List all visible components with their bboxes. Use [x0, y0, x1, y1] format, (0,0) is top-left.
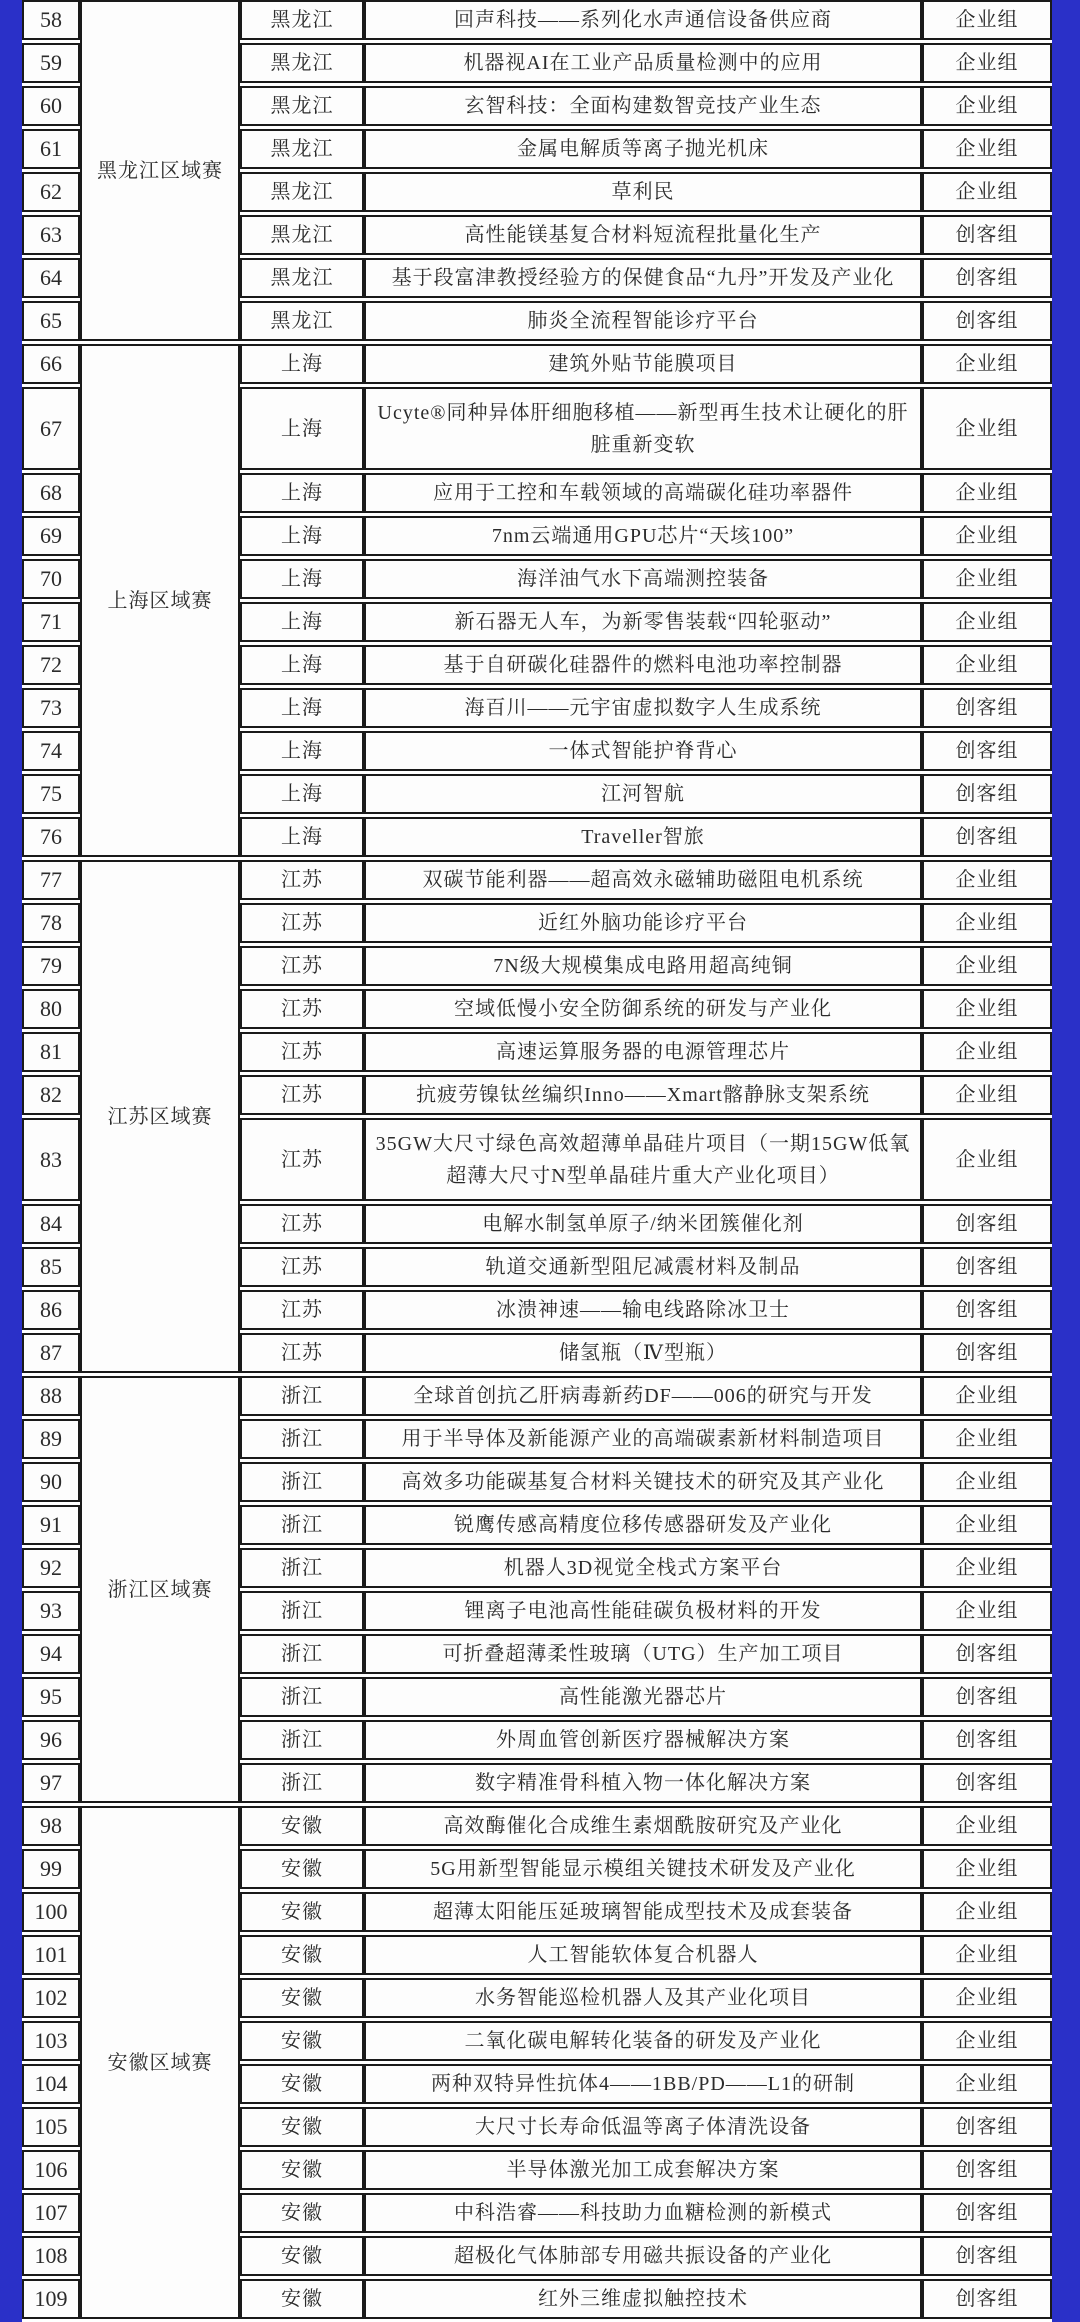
province-cell: 浙江: [240, 1548, 364, 1588]
province-cell: 浙江: [240, 1763, 364, 1803]
group-cell: 企业组: [922, 2021, 1052, 2061]
project-name-cell: 基于自研碳化硅器件的燃料电池功率控制器: [364, 645, 922, 685]
project-name-cell: 建筑外贴节能膜项目: [364, 344, 922, 384]
group-cell: 企业组: [922, 172, 1052, 212]
row-number-cell: 92: [22, 1548, 80, 1588]
province-cell: 安徽: [240, 1978, 364, 2018]
project-name-cell: 外周血管创新医疗器械解决方案: [364, 1720, 922, 1760]
row-number-cell: 66: [22, 344, 80, 384]
group-cell: 创客组: [922, 1763, 1052, 1803]
group-cell: 企业组: [922, 516, 1052, 556]
group-cell: 企业组: [922, 989, 1052, 1029]
group-cell: 创客组: [922, 301, 1052, 341]
row-number-cell: 69: [22, 516, 80, 556]
group-cell: 企业组: [922, 1548, 1052, 1588]
row-number-cell: 100: [22, 1892, 80, 1932]
row-number-cell: 87: [22, 1333, 80, 1373]
province-cell: 江苏: [240, 989, 364, 1029]
row-number-cell: 90: [22, 1462, 80, 1502]
row-number-cell: 60: [22, 86, 80, 126]
row-number-cell: 105: [22, 2107, 80, 2147]
group-cell: 创客组: [922, 1677, 1052, 1717]
row-number-cell: 70: [22, 559, 80, 599]
project-name-cell: Traveller智旅: [364, 817, 922, 857]
row-number-cell: 104: [22, 2064, 80, 2104]
project-name-cell: 水务智能巡检机器人及其产业化项目: [364, 1978, 922, 2018]
row-number-cell: 67: [22, 387, 80, 470]
project-name-cell: 高效酶催化合成维生素烟酰胺研究及产业化: [364, 1806, 922, 1846]
row-number-cell: 77: [22, 860, 80, 900]
project-name-cell: 储氢瓶（Ⅳ型瓶）: [364, 1333, 922, 1373]
row-number-cell: 101: [22, 1935, 80, 1975]
group-cell: 企业组: [922, 559, 1052, 599]
competition-list-page: [22, 0, 1052, 2322]
province-cell: 浙江: [240, 1720, 364, 1760]
table-body: [22, 0, 1052, 2319]
group-cell: 创客组: [922, 2236, 1052, 2276]
province-cell: 江苏: [240, 1204, 364, 1244]
row-number-cell: 80: [22, 989, 80, 1029]
project-name-cell: 新石器无人车，为新零售装载“四轮驱动”: [364, 602, 922, 642]
project-name-cell: Ucyte®同种异体肝细胞移植——新型再生技术让硬化的肝脏重新变软: [364, 387, 922, 470]
row-number-cell: 99: [22, 1849, 80, 1889]
group-cell: 企业组: [922, 1935, 1052, 1975]
project-name-cell: 海洋油气水下高端测控装备: [364, 559, 922, 599]
province-cell: 上海: [240, 731, 364, 771]
group-cell: 企业组: [922, 645, 1052, 685]
group-cell: 创客组: [922, 1634, 1052, 1674]
group-cell: 企业组: [922, 1806, 1052, 1846]
province-cell: 安徽: [240, 2107, 364, 2147]
province-cell: 安徽: [240, 1935, 364, 1975]
project-name-cell: 两种双特异性抗体4——1BB/PD——L1的研制: [364, 2064, 922, 2104]
province-cell: 安徽: [240, 1849, 364, 1889]
group-cell: 创客组: [922, 1333, 1052, 1373]
province-cell: 上海: [240, 559, 364, 599]
province-cell: 浙江: [240, 1376, 364, 1416]
project-name-cell: 肺炎全流程智能诊疗平台: [364, 301, 922, 341]
row-number-cell: 106: [22, 2150, 80, 2190]
project-name-cell: 高性能镁基复合材料短流程批量化生产: [364, 215, 922, 255]
row-number-cell: 58: [22, 0, 80, 40]
group-cell: 企业组: [922, 86, 1052, 126]
province-cell: 黑龙江: [240, 43, 364, 83]
project-name-cell: 海百川——元宇宙虚拟数字人生成系统: [364, 688, 922, 728]
province-cell: 江苏: [240, 1290, 364, 1330]
project-name-cell: 锂离子电池高性能硅碳负极材料的开发: [364, 1591, 922, 1631]
project-name-cell: 红外三维虚拟触控技术: [364, 2279, 922, 2319]
row-number-cell: 85: [22, 1247, 80, 1287]
row-number-cell: 82: [22, 1075, 80, 1115]
province-cell: 江苏: [240, 1118, 364, 1201]
project-name-cell: 金属电解质等离子抛光机床: [364, 129, 922, 169]
group-cell: 企业组: [922, 1591, 1052, 1631]
group-cell: 企业组: [922, 1505, 1052, 1545]
row-number-cell: 84: [22, 1204, 80, 1244]
group-cell: 创客组: [922, 258, 1052, 298]
row-number-cell: 97: [22, 1763, 80, 1803]
group-cell: 创客组: [922, 1247, 1052, 1287]
row-number-cell: 93: [22, 1591, 80, 1631]
project-name-cell: 超薄太阳能压延玻璃智能成型技术及成套装备: [364, 1892, 922, 1932]
province-cell: 安徽: [240, 2193, 364, 2233]
province-cell: 浙江: [240, 1591, 364, 1631]
region-cell: 安徽区域赛: [80, 1806, 240, 2319]
project-name-cell: 冰溃神速——输电线路除冰卫士: [364, 1290, 922, 1330]
province-cell: 黑龙江: [240, 301, 364, 341]
province-cell: 上海: [240, 688, 364, 728]
row-number-cell: 102: [22, 1978, 80, 2018]
region-cell: 上海区域赛: [80, 344, 240, 857]
group-cell: 企业组: [922, 129, 1052, 169]
group-cell: 创客组: [922, 2150, 1052, 2190]
group-cell: 企业组: [922, 473, 1052, 513]
project-name-cell: 用于半导体及新能源产业的高端碳素新材料制造项目: [364, 1419, 922, 1459]
row-number-cell: 62: [22, 172, 80, 212]
row-number-cell: 75: [22, 774, 80, 814]
project-name-cell: 中科浩睿——科技助力血糖检测的新模式: [364, 2193, 922, 2233]
row-number-cell: 88: [22, 1376, 80, 1416]
province-cell: 安徽: [240, 2279, 364, 2319]
row-number-cell: 98: [22, 1806, 80, 1846]
project-name-cell: 数字精准骨科植入物一体化解决方案: [364, 1763, 922, 1803]
row-number-cell: 76: [22, 817, 80, 857]
province-cell: 江苏: [240, 946, 364, 986]
group-cell: 企业组: [922, 1118, 1052, 1201]
row-number-cell: 91: [22, 1505, 80, 1545]
province-cell: 江苏: [240, 860, 364, 900]
table-row: [22, 1806, 1052, 1846]
project-name-cell: 高速运算服务器的电源管理芯片: [364, 1032, 922, 1072]
region-cell: 黑龙江区域赛: [80, 0, 240, 341]
row-number-cell: 65: [22, 301, 80, 341]
province-cell: 黑龙江: [240, 258, 364, 298]
project-name-cell: 应用于工控和车载领域的高端碳化硅功率器件: [364, 473, 922, 513]
project-name-cell: 全球首创抗乙肝病毒新药DF——006的研究与开发: [364, 1376, 922, 1416]
group-cell: 企业组: [922, 1419, 1052, 1459]
row-number-cell: 74: [22, 731, 80, 771]
table-row: [22, 860, 1052, 900]
project-name-cell: 大尺寸长寿命低温等离子体清洗设备: [364, 2107, 922, 2147]
project-name-cell: 回声科技——系列化水声通信设备供应商: [364, 0, 922, 40]
project-name-cell: 基于段富津教授经验方的保健食品“九丹”开发及产业化: [364, 258, 922, 298]
province-cell: 上海: [240, 602, 364, 642]
province-cell: 安徽: [240, 1892, 364, 1932]
group-cell: 创客组: [922, 215, 1052, 255]
row-number-cell: 71: [22, 602, 80, 642]
project-name-cell: 可折叠超薄柔性玻璃（UTG）生产加工项目: [364, 1634, 922, 1674]
project-name-cell: 5G用新型智能显示模组关键技术研发及产业化: [364, 1849, 922, 1889]
group-cell: 企业组: [922, 1032, 1052, 1072]
province-cell: 上海: [240, 645, 364, 685]
group-cell: 企业组: [922, 903, 1052, 943]
group-cell: 创客组: [922, 2107, 1052, 2147]
group-cell: 企业组: [922, 946, 1052, 986]
project-name-cell: 江河智航: [364, 774, 922, 814]
province-cell: 江苏: [240, 1333, 364, 1373]
project-name-cell: 7nm云端通用GPU芯片“天垓100”: [364, 516, 922, 556]
project-name-cell: 高效多功能碳基复合材料关键技术的研究及其产业化: [364, 1462, 922, 1502]
province-cell: 江苏: [240, 903, 364, 943]
group-cell: 创客组: [922, 688, 1052, 728]
project-name-cell: 锐鹰传感高精度位移传感器研发及产业化: [364, 1505, 922, 1545]
project-name-cell: 半导体激光加工成套解决方案: [364, 2150, 922, 2190]
project-name-cell: 二氧化碳电解转化装备的研发及产业化: [364, 2021, 922, 2061]
province-cell: 上海: [240, 387, 364, 470]
project-name-cell: 电解水制氢单原子/纳米团簇催化剂: [364, 1204, 922, 1244]
group-cell: 企业组: [922, 0, 1052, 40]
row-number-cell: 79: [22, 946, 80, 986]
row-number-cell: 59: [22, 43, 80, 83]
province-cell: 江苏: [240, 1247, 364, 1287]
row-number-cell: 68: [22, 473, 80, 513]
row-number-cell: 95: [22, 1677, 80, 1717]
project-name-cell: 7N级大规模集成电路用超高纯铜: [364, 946, 922, 986]
province-cell: 上海: [240, 473, 364, 513]
group-cell: 创客组: [922, 1720, 1052, 1760]
region-cell: 浙江区域赛: [80, 1376, 240, 1803]
province-cell: 上海: [240, 774, 364, 814]
row-number-cell: 108: [22, 2236, 80, 2276]
province-cell: 浙江: [240, 1462, 364, 1502]
project-name-cell: 一体式智能护脊背心: [364, 731, 922, 771]
row-number-cell: 107: [22, 2193, 80, 2233]
group-cell: 企业组: [922, 1978, 1052, 2018]
group-cell: 创客组: [922, 2279, 1052, 2319]
province-cell: 黑龙江: [240, 172, 364, 212]
province-cell: 江苏: [240, 1032, 364, 1072]
row-number-cell: 64: [22, 258, 80, 298]
project-name-cell: 35GW大尺寸绿色高效超薄单晶硅片项目（一期15GW低氧超薄大尺寸N型单晶硅片重大产业化项目）: [364, 1118, 922, 1201]
group-cell: 企业组: [922, 1376, 1052, 1416]
province-cell: 上海: [240, 344, 364, 384]
row-number-cell: 89: [22, 1419, 80, 1459]
group-cell: 创客组: [922, 774, 1052, 814]
province-cell: 黑龙江: [240, 0, 364, 40]
province-cell: 安徽: [240, 2150, 364, 2190]
row-number-cell: 96: [22, 1720, 80, 1760]
province-cell: 黑龙江: [240, 215, 364, 255]
row-number-cell: 103: [22, 2021, 80, 2061]
table-row: [22, 0, 1052, 40]
row-number-cell: 94: [22, 1634, 80, 1674]
group-cell: 企业组: [922, 1892, 1052, 1932]
project-name-cell: 近红外脑功能诊疗平台: [364, 903, 922, 943]
row-number-cell: 72: [22, 645, 80, 685]
project-name-cell: 人工智能软体复合机器人: [364, 1935, 922, 1975]
row-number-cell: 83: [22, 1118, 80, 1201]
province-cell: 上海: [240, 817, 364, 857]
table-row: [22, 1376, 1052, 1416]
row-number-cell: 78: [22, 903, 80, 943]
province-cell: 江苏: [240, 1075, 364, 1115]
group-cell: 企业组: [922, 43, 1052, 83]
project-name-cell: 轨道交通新型阻尼减震材料及制品: [364, 1247, 922, 1287]
province-cell: 浙江: [240, 1634, 364, 1674]
row-number-cell: 73: [22, 688, 80, 728]
province-cell: 浙江: [240, 1419, 364, 1459]
project-name-cell: 双碳节能利器——超高效永磁辅助磁阻电机系统: [364, 860, 922, 900]
province-cell: 黑龙江: [240, 86, 364, 126]
province-cell: 安徽: [240, 2236, 364, 2276]
group-cell: 创客组: [922, 1290, 1052, 1330]
province-cell: 上海: [240, 516, 364, 556]
project-name-cell: 抗疲劳镍钛丝编织Inno——Xmart髂静脉支架系统: [364, 1075, 922, 1115]
province-cell: 浙江: [240, 1505, 364, 1545]
row-number-cell: 86: [22, 1290, 80, 1330]
province-cell: 黑龙江: [240, 129, 364, 169]
project-name-cell: 机器视AI在工业产品质量检测中的应用: [364, 43, 922, 83]
competition-table: [22, 0, 1052, 2322]
project-name-cell: 玄智科技：全面构建数智竞技产业生态: [364, 86, 922, 126]
group-cell: 创客组: [922, 817, 1052, 857]
group-cell: 企业组: [922, 1462, 1052, 1502]
project-name-cell: 高性能激光器芯片: [364, 1677, 922, 1717]
row-number-cell: 61: [22, 129, 80, 169]
group-cell: 企业组: [922, 1075, 1052, 1115]
project-name-cell: 草利民: [364, 172, 922, 212]
group-cell: 企业组: [922, 860, 1052, 900]
row-number-cell: 63: [22, 215, 80, 255]
group-cell: 创客组: [922, 1204, 1052, 1244]
province-cell: 浙江: [240, 1677, 364, 1717]
province-cell: 安徽: [240, 1806, 364, 1846]
project-name-cell: 超极化气体肺部专用磁共振设备的产业化: [364, 2236, 922, 2276]
group-cell: 企业组: [922, 344, 1052, 384]
province-cell: 安徽: [240, 2064, 364, 2104]
group-cell: 企业组: [922, 1849, 1052, 1889]
group-cell: 企业组: [922, 387, 1052, 470]
row-number-cell: 109: [22, 2279, 80, 2319]
table-row: [22, 344, 1052, 384]
project-name-cell: 空域低慢小安全防御系统的研发与产业化: [364, 989, 922, 1029]
group-cell: 创客组: [922, 731, 1052, 771]
group-cell: 企业组: [922, 602, 1052, 642]
group-cell: 创客组: [922, 2193, 1052, 2233]
region-cell: 江苏区域赛: [80, 860, 240, 1373]
row-number-cell: 81: [22, 1032, 80, 1072]
province-cell: 安徽: [240, 2021, 364, 2061]
project-name-cell: 机器人3D视觉全栈式方案平台: [364, 1548, 922, 1588]
group-cell: 企业组: [922, 2064, 1052, 2104]
